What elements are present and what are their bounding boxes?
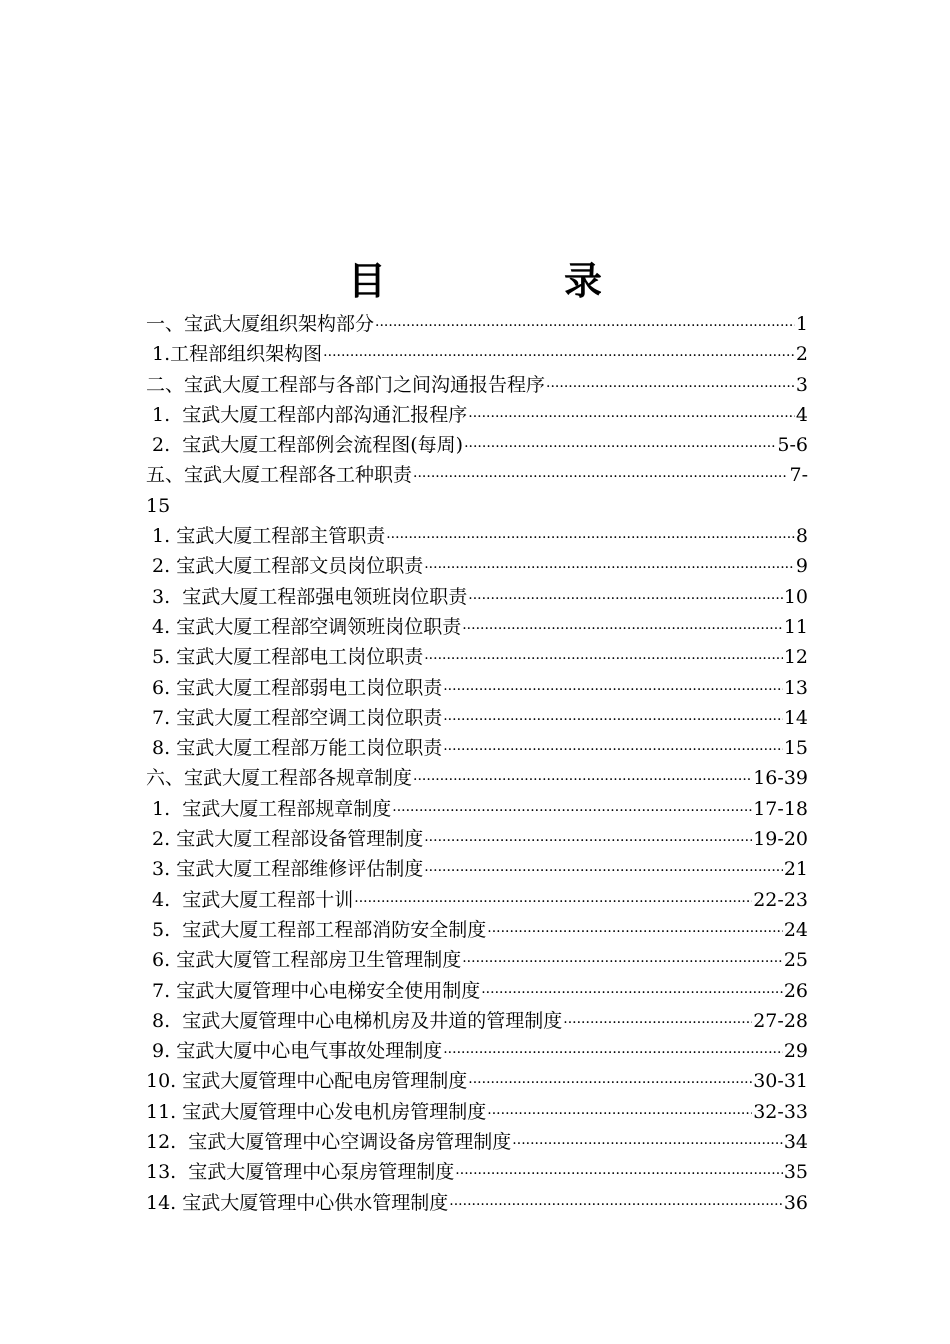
toc-entry-text: 6. 宝武大厦管工程部房卫生管理制度: [146, 949, 462, 972]
toc-leader-dots: [386, 523, 795, 551]
toc-entry-page: 14: [783, 706, 808, 729]
toc-leader-dots: [424, 553, 795, 581]
toc-leader-dots: [413, 765, 752, 793]
toc-entry-text: 1. 宝武大厦工程部规章制度: [146, 797, 392, 820]
toc-entry: [146, 1036, 808, 1066]
toc-leader-dots: [563, 1008, 752, 1036]
toc-entry-text: 二、宝武大厦工程部与各部门之间沟通报告程序: [146, 373, 546, 396]
toc-entry: [146, 460, 808, 490]
toc-entry-page: 32-33: [753, 1100, 808, 1123]
toc-entry-text: 2. 宝武大厦工程部例会流程图(每周): [146, 434, 464, 457]
toc-entry: [146, 673, 808, 703]
toc-entry-text: 五、宝武大厦工程部各工种职责: [146, 464, 413, 487]
toc-leader-dots: [443, 735, 783, 763]
toc-entry-text: 7. 宝武大厦工程部空调工岗位职责: [146, 706, 443, 729]
toc-entry-text: 2. 宝武大厦工程部设备管理制度: [146, 828, 424, 851]
toc-leader-dots: [546, 372, 795, 400]
toc-leader-dots: [375, 311, 795, 339]
toc-entry-page: 12: [783, 646, 808, 669]
toc-entry: [146, 794, 808, 824]
toc-entry-text: 15: [146, 494, 171, 517]
toc-leader-dots: [481, 978, 783, 1006]
toc-entry: [146, 370, 808, 400]
toc-leader-dots: [354, 887, 752, 915]
toc-entry-page: 5-6: [777, 434, 808, 457]
toc-entry: [146, 854, 808, 884]
toc-leader-dots: [487, 1099, 752, 1127]
toc-entry: [146, 521, 808, 551]
toc-entry-text: 8. 宝武大厦工程部万能工岗位职责: [146, 737, 443, 760]
toc-entry-text: 8. 宝武大厦管理中心电梯机房及井道的管理制度: [146, 1009, 563, 1032]
toc-entry-page: 17-18: [753, 797, 808, 820]
toc-leader-dots: [424, 856, 783, 884]
toc-entry: [146, 945, 808, 975]
toc-entry-text: 一、宝武大厦组织架构部分: [146, 313, 375, 335]
toc-entry: [146, 976, 808, 1006]
toc-entry-page: 2: [795, 343, 808, 366]
toc-entry: [146, 1006, 808, 1036]
toc-entry-page: 36: [783, 1191, 808, 1214]
toc-entry: [146, 582, 808, 612]
toc-entry: [146, 309, 808, 339]
toc-leader-dots: [323, 341, 795, 369]
toc-entry-text: 5. 宝武大厦工程部电工岗位职责: [146, 646, 424, 669]
toc-entry: [146, 1066, 808, 1096]
toc-leader-dots: [443, 1038, 783, 1066]
toc-entry-page: 11: [783, 615, 808, 638]
toc-entry-page: 9: [795, 555, 808, 578]
toc-entry-page: 24: [783, 918, 808, 941]
toc-entry-text: 1. 宝武大厦工程部主管职责: [146, 525, 386, 548]
toc-leader-dots: [392, 796, 752, 824]
toc-entry-page: 29: [783, 1040, 808, 1063]
toc-entry-page: 19-20: [753, 828, 808, 851]
toc-entry: [146, 1157, 808, 1187]
toc-entry-text: 11. 宝武大厦管理中心发电机房管理制度: [146, 1100, 487, 1123]
toc-entry-page: 13: [783, 676, 808, 699]
toc-entry: [146, 491, 808, 521]
toc-leader-dots: [512, 1129, 783, 1157]
toc-entry-text: 4. 宝武大厦工程部十训: [146, 888, 354, 911]
toc-title: 目 录: [347, 259, 672, 303]
toc-leader-dots: [468, 1068, 752, 1096]
toc-entry: [146, 915, 808, 945]
toc-entry-text: 13. 宝武大厦管理中心泵房管理制度: [146, 1161, 455, 1184]
toc-entry: [146, 551, 808, 581]
table-of-contents: [146, 309, 808, 1218]
toc-entry: [146, 1097, 808, 1127]
toc-leader-dots: [462, 614, 783, 642]
toc-entry-page: 10: [783, 585, 808, 608]
toc-entry: [146, 763, 808, 793]
toc-entry-text: 六、宝武大厦工程部各规章制度: [146, 767, 413, 790]
toc-entry: [146, 1127, 808, 1157]
toc-entry-text: 2. 宝武大厦工程部文员岗位职责: [146, 555, 424, 578]
toc-entry-page: 16-39: [753, 767, 808, 790]
toc-leader-dots: [455, 1159, 783, 1187]
toc-entry-page: 21: [783, 858, 808, 881]
toc-leader-dots: [487, 917, 783, 945]
toc-entry-page: 22-23: [753, 888, 808, 911]
toc-entry-page: 7-: [789, 464, 808, 487]
toc-entry-text: 7. 宝武大厦管理中心电梯安全使用制度: [146, 979, 481, 1002]
toc-entry-page: 26: [783, 979, 808, 1002]
toc-leader-dots: [449, 1190, 783, 1218]
toc-entry-page: 30-31: [753, 1070, 808, 1093]
toc-leader-dots: [464, 432, 776, 460]
toc-entry-page: 15: [783, 737, 808, 760]
toc-entry-text: 4. 宝武大厦工程部空调领班岗位职责: [146, 615, 462, 638]
toc-leader-dots: [413, 462, 788, 490]
toc-entry-text: 10. 宝武大厦管理中心配电房管理制度: [146, 1070, 468, 1093]
toc-entry-text: 14. 宝武大厦管理中心供水管理制度: [146, 1191, 449, 1214]
toc-entry: [146, 885, 808, 915]
toc-entry: [146, 1188, 808, 1218]
toc-entry-page: 3: [795, 373, 808, 396]
toc-leader-dots: [443, 675, 783, 703]
toc-leader-dots: [424, 644, 783, 672]
toc-entry: [146, 824, 808, 854]
toc-entry-text: 1. 宝武大厦工程部内部沟通汇报程序: [146, 403, 468, 426]
toc-entry: [146, 642, 808, 672]
toc-leader-dots: [443, 705, 783, 733]
toc-entry: [146, 733, 808, 763]
toc-leader-dots: [462, 947, 783, 975]
toc-entry-text: 3. 宝武大厦工程部维修评估制度: [146, 858, 424, 881]
toc-leader-dots: [424, 826, 752, 854]
toc-entry: [146, 339, 808, 369]
toc-entry: [146, 430, 808, 460]
toc-entry-page: 34: [783, 1131, 808, 1154]
toc-entry-page: 27-28: [753, 1009, 808, 1032]
toc-entry: [146, 612, 808, 642]
toc-entry-page: 35: [783, 1161, 808, 1184]
toc-entry-text: 9. 宝武大厦中心电气事故处理制度: [146, 1040, 443, 1063]
toc-entry-text: 1.工程部组织架构图: [146, 343, 323, 366]
toc-entry-text: 12. 宝武大厦管理中心空调设备房管理制度: [146, 1131, 512, 1154]
toc-entry-page: 4: [795, 403, 808, 426]
toc-entry: [146, 400, 808, 430]
toc-entry: [146, 703, 808, 733]
toc-entry-page: 25: [783, 949, 808, 972]
toc-leader-dots: [468, 402, 795, 430]
toc-entry-text: 6. 宝武大厦工程部弱电工岗位职责: [146, 676, 443, 699]
toc-entry-text: 3. 宝武大厦工程部强电领班岗位职责: [146, 585, 468, 608]
toc-entry-page: 8: [795, 525, 808, 548]
toc-entry-text: 5. 宝武大厦工程部工程部消防安全制度: [146, 918, 487, 941]
toc-entry-page: 1: [795, 313, 808, 335]
toc-leader-dots: [468, 584, 783, 612]
